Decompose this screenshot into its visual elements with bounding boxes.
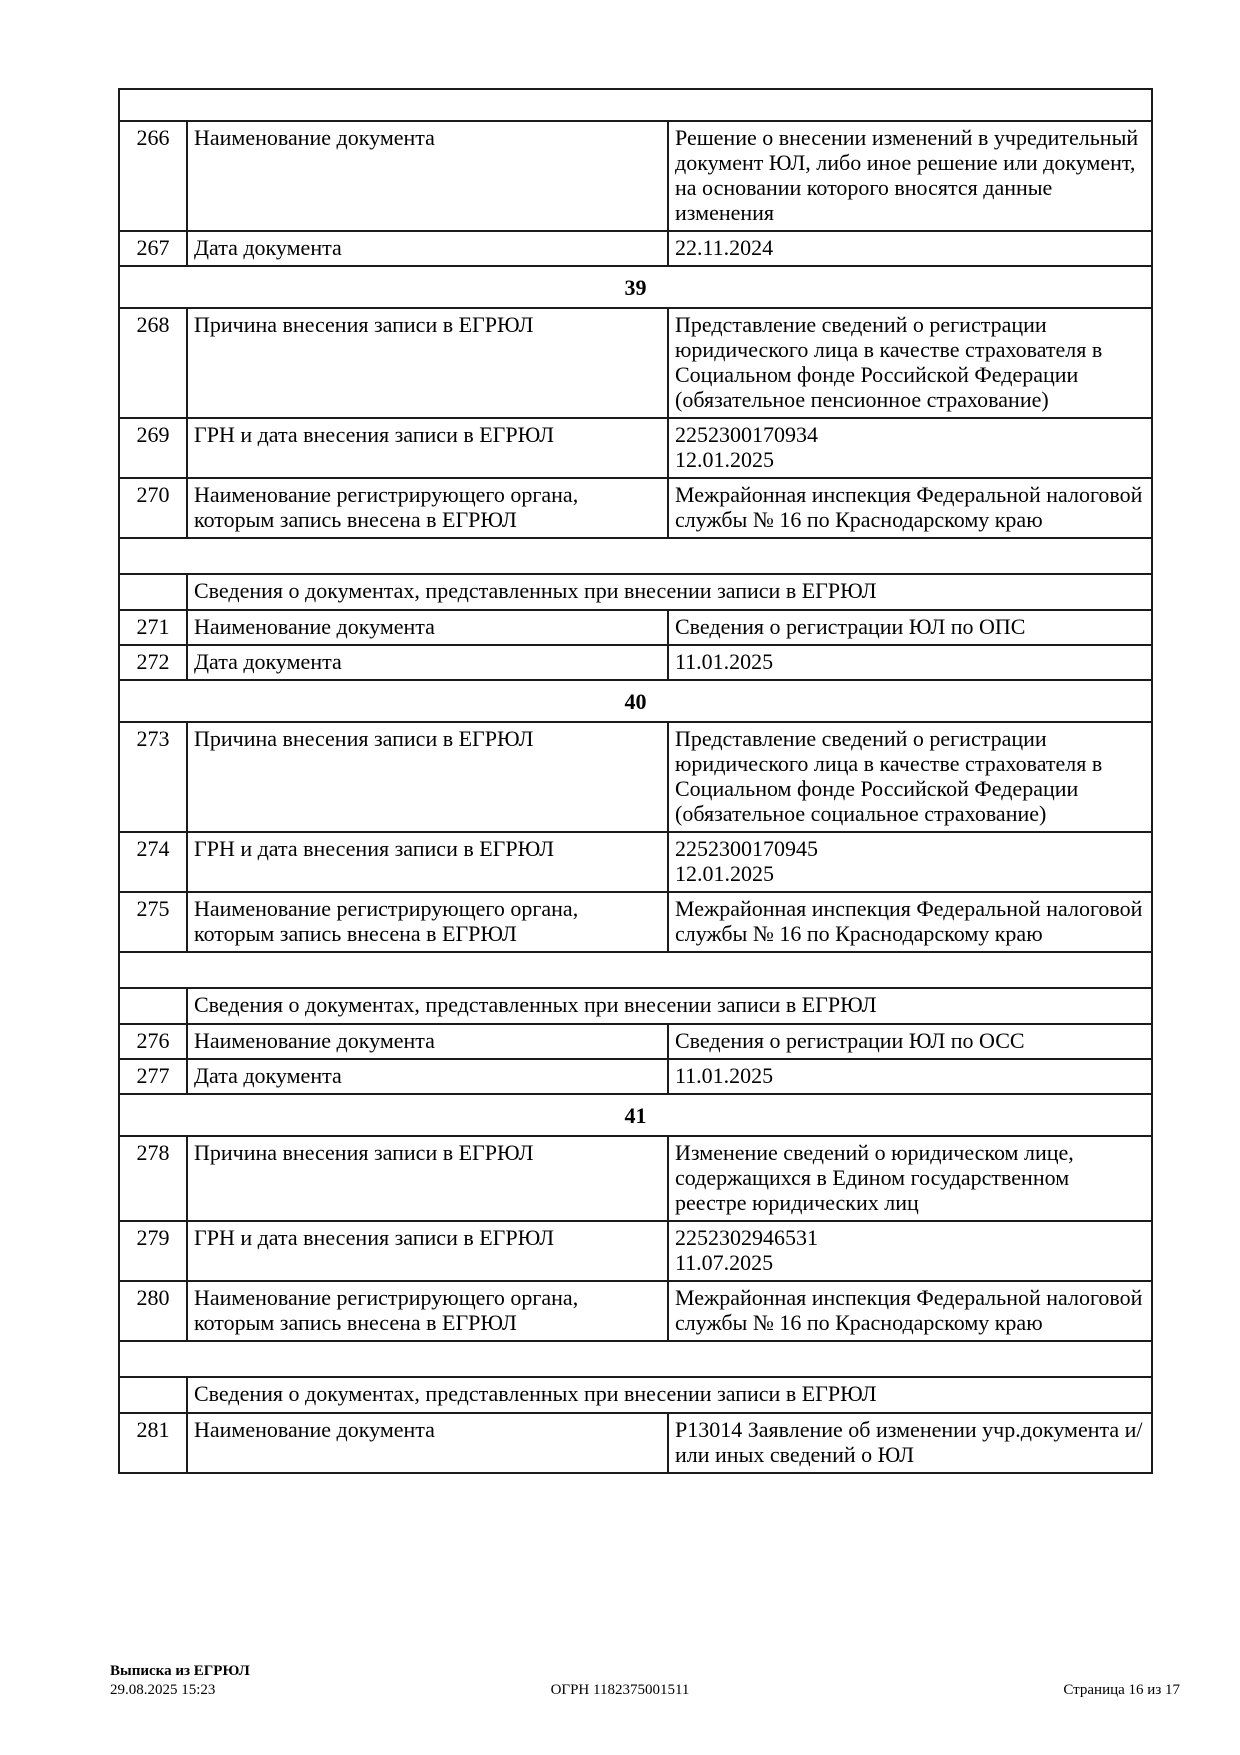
section-number: 39 [119, 266, 1152, 308]
record-row-279 [119, 1221, 1152, 1281]
record-row-267 [119, 231, 1152, 266]
row-value-cell [668, 1136, 1152, 1221]
value-line: 2252302946531 [675, 1225, 818, 1250]
row-number-cell: 276 [119, 1024, 187, 1059]
row-value-cell [668, 1281, 1152, 1341]
section-number: 41 [119, 1094, 1152, 1136]
row-value-cell [668, 478, 1152, 538]
docs-header-empty-cell [119, 1377, 187, 1413]
record-row-268 [119, 308, 1152, 418]
record-row-280 [119, 1281, 1152, 1341]
row-value-cell [668, 121, 1152, 231]
row-number-cell: 269 [119, 418, 187, 478]
row-number-cell: 270 [119, 478, 187, 538]
docs-header-row [119, 574, 1152, 610]
row-number-cell: 266 [119, 121, 187, 231]
value-line: Сведения о регистрации ЮЛ по ОСС [675, 1028, 1025, 1053]
record-row-278 [119, 1136, 1152, 1221]
row-value-cell [668, 308, 1152, 418]
value-line: 11.07.2025 [675, 1250, 774, 1275]
value-line: 2252300170945 [675, 836, 818, 861]
value-line: Представление сведений о регистрации юридического лица в качестве страхователя в Социальном фонде Российской Федерации (обязательное социальное страхование) [675, 726, 1103, 826]
row-label-cell: Причина внесения записи в ЕГРЮЛ [187, 308, 668, 418]
row-value-cell [668, 832, 1152, 892]
section-row-40 [119, 680, 1152, 722]
value-line: 2252300170934 [675, 422, 818, 447]
egrul-table-body [119, 89, 1152, 1473]
row-value-cell [668, 892, 1152, 952]
value-line: Представление сведений о регистрации юридического лица в качестве страхователя в Социальном фонде Российской Федерации (обязательное пенсионное страхование) [675, 312, 1103, 412]
record-row-271 [119, 610, 1152, 645]
row-label-cell: Дата документа [187, 645, 668, 680]
record-row-266 [119, 121, 1152, 231]
record-row-276 [119, 1024, 1152, 1059]
footer-datetime: 29.08.2025 15:23 [110, 1682, 216, 1698]
row-value-cell [668, 1221, 1152, 1281]
record-row-281 [119, 1413, 1152, 1473]
spacer-row [119, 538, 1152, 574]
docs-header-empty-cell [119, 988, 187, 1024]
row-value-cell [668, 231, 1152, 266]
docs-header-row [119, 988, 1152, 1024]
empty-continuation-row [119, 89, 1152, 121]
value-line: Сведения о регистрации ЮЛ по ОПС [675, 614, 1026, 639]
record-row-275 [119, 892, 1152, 952]
record-row-274 [119, 832, 1152, 892]
record-row-269 [119, 418, 1152, 478]
row-value-cell [668, 1059, 1152, 1094]
row-number-cell: 274 [119, 832, 187, 892]
row-number-cell: 279 [119, 1221, 187, 1281]
record-row-270 [119, 478, 1152, 538]
empty-cell [119, 952, 1152, 988]
empty-cell [119, 89, 1152, 121]
spacer-row [119, 952, 1152, 988]
value-line: 11.01.2025 [675, 1063, 774, 1088]
row-label-cell: Дата документа [187, 231, 668, 266]
row-label-cell: Причина внесения записи в ЕГРЮЛ [187, 722, 668, 832]
row-number-cell: 281 [119, 1413, 187, 1473]
row-number-cell: 272 [119, 645, 187, 680]
value-line: 11.01.2025 [675, 649, 774, 674]
value-line: Решение о внесении изменений в учредительный документ ЮЛ, либо иное решение или документ, на основании которого вносятся данные изменения [675, 125, 1139, 225]
row-value-cell [668, 645, 1152, 680]
footer-ogrn: ОГРН 1182375001511 [550, 1682, 690, 1698]
row-number-cell: 275 [119, 892, 187, 952]
value-line: Р13014 Заявление об изменении учр.документа и/или иных сведений о ЮЛ [675, 1417, 1143, 1467]
docs-header-text: Сведения о документах, представленных при внесении записи в ЕГРЮЛ [187, 574, 1152, 610]
docs-header-row [119, 1377, 1152, 1413]
section-row-39 [119, 266, 1152, 308]
record-row-272 [119, 645, 1152, 680]
section-row-41 [119, 1094, 1152, 1136]
docs-header-text: Сведения о документах, представленных при внесении записи в ЕГРЮЛ [187, 988, 1152, 1024]
row-label-cell: Причина внесения записи в ЕГРЮЛ [187, 1136, 668, 1221]
row-label-cell: Дата документа [187, 1059, 668, 1094]
row-number-cell: 280 [119, 1281, 187, 1341]
page-footer [0, 1662, 1240, 1704]
value-line: 12.01.2025 [675, 447, 774, 472]
row-value-cell [668, 722, 1152, 832]
row-label-cell: Наименование документа [187, 1413, 668, 1473]
docs-header-empty-cell [119, 574, 187, 610]
row-label-cell: Наименование документа [187, 121, 668, 231]
row-label-cell: Наименование регистрирующего органа, которым запись внесена в ЕГРЮЛ [187, 892, 668, 952]
row-number-cell: 267 [119, 231, 187, 266]
footer-page-info: Страница 16 из 17 [1063, 1682, 1180, 1698]
egrul-table [118, 88, 1153, 1474]
row-label-cell: Наименование регистрирующего органа, которым запись внесена в ЕГРЮЛ [187, 478, 668, 538]
row-value-cell [668, 418, 1152, 478]
row-number-cell: 273 [119, 722, 187, 832]
value-line: 12.01.2025 [675, 861, 774, 886]
footer-doc-label: Выписка из ЕГРЮЛ [110, 1663, 250, 1679]
docs-header-text: Сведения о документах, представленных при внесении записи в ЕГРЮЛ [187, 1377, 1152, 1413]
empty-cell [119, 538, 1152, 574]
value-line: Межрайонная инспекция Федеральной налоговой службы № 16 по Краснодарскому краю [675, 896, 1143, 946]
row-number-cell: 277 [119, 1059, 187, 1094]
row-label-cell: Наименование регистрирующего органа, которым запись внесена в ЕГРЮЛ [187, 1281, 668, 1341]
value-line: Межрайонная инспекция Федеральной налоговой службы № 16 по Краснодарскому краю [675, 1285, 1143, 1335]
row-label-cell: ГРН и дата внесения записи в ЕГРЮЛ [187, 1221, 668, 1281]
row-number-cell: 278 [119, 1136, 187, 1221]
row-label-cell: ГРН и дата внесения записи в ЕГРЮЛ [187, 418, 668, 478]
empty-cell [119, 1341, 1152, 1377]
record-row-273 [119, 722, 1152, 832]
spacer-row [119, 1341, 1152, 1377]
row-value-cell [668, 1413, 1152, 1473]
value-line: 22.11.2024 [675, 235, 774, 260]
section-number: 40 [119, 680, 1152, 722]
row-number-cell: 268 [119, 308, 187, 418]
row-value-cell [668, 1024, 1152, 1059]
value-line: Изменение сведений о юридическом лице, содержащихся в Едином государственном реестре юридических лиц [675, 1140, 1074, 1215]
value-line: Межрайонная инспекция Федеральной налоговой службы № 16 по Краснодарскому краю [675, 482, 1143, 532]
row-label-cell: Наименование документа [187, 1024, 668, 1059]
record-row-277 [119, 1059, 1152, 1094]
row-label-cell: ГРН и дата внесения записи в ЕГРЮЛ [187, 832, 668, 892]
row-label-cell: Наименование документа [187, 610, 668, 645]
row-number-cell: 271 [119, 610, 187, 645]
row-value-cell [668, 610, 1152, 645]
